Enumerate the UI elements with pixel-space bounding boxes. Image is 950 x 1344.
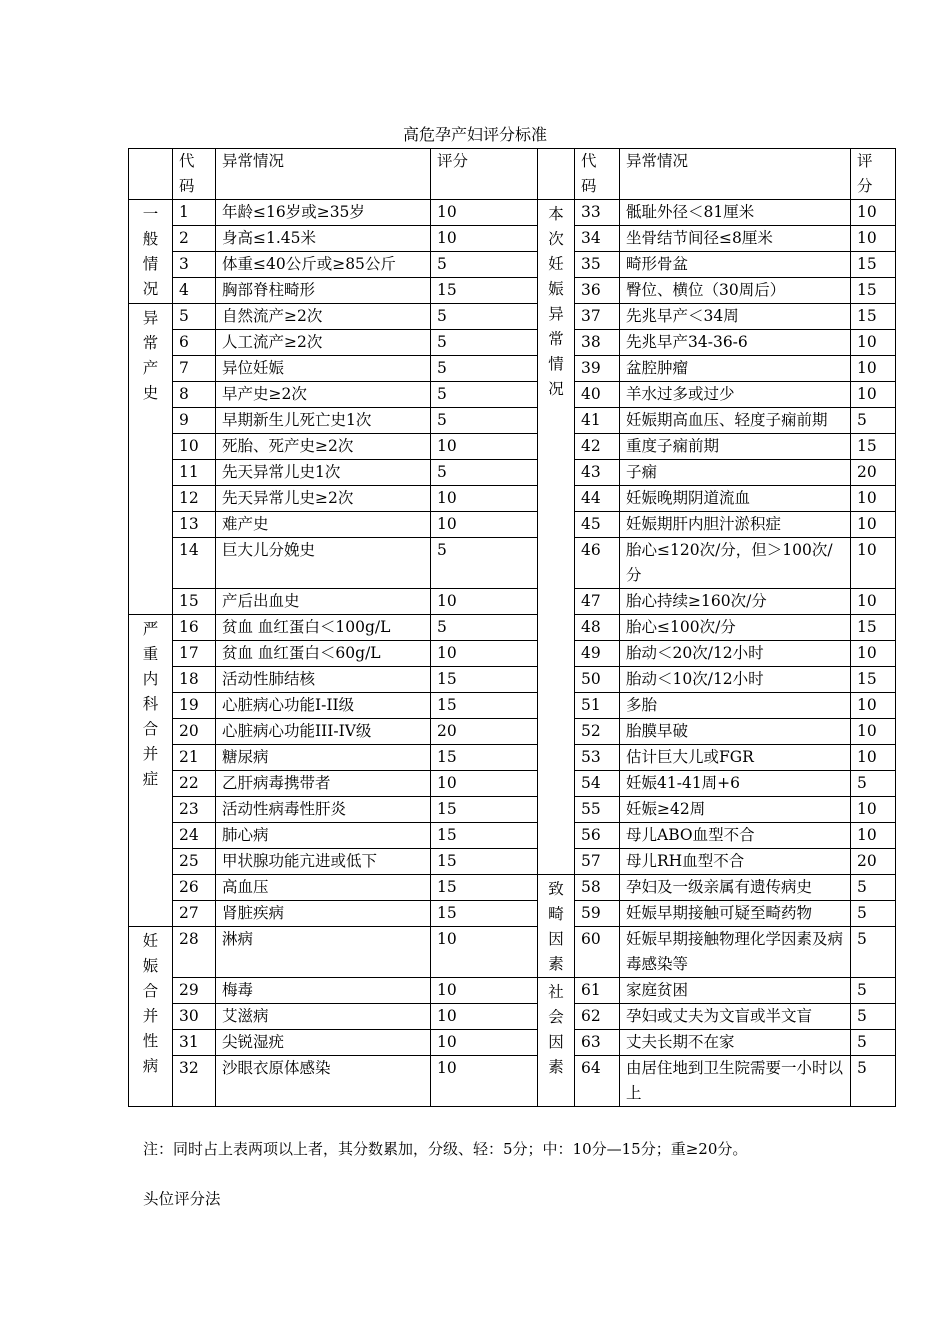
code-cell: 30 <box>173 1004 216 1030</box>
score-cell: 5 <box>851 771 896 797</box>
condition-cell: 妊娠期高血压、轻度子痫前期 <box>620 408 851 434</box>
code-cell: 24 <box>173 823 216 849</box>
code-cell: 57 <box>575 849 620 875</box>
code-cell: 45 <box>575 512 620 538</box>
category-cell <box>129 304 173 615</box>
score-cell: 5 <box>851 408 896 434</box>
table-row <box>129 875 896 901</box>
score-cell: 5 <box>431 304 538 330</box>
code-cell: 62 <box>575 1004 620 1030</box>
score-cell: 5 <box>851 901 896 927</box>
code-cell: 31 <box>173 1030 216 1056</box>
scoring-table <box>128 148 896 1107</box>
condition-cell: 先天异常儿史1次 <box>216 460 431 486</box>
code-cell: 49 <box>575 641 620 667</box>
condition-cell: 先兆早产34-36-6 <box>620 330 851 356</box>
category-label: 社会因素 <box>548 983 564 1076</box>
table-row <box>129 304 896 330</box>
condition-cell: 糖尿病 <box>216 745 431 771</box>
condition-cell: 坐骨结节间径≤8厘米 <box>620 226 851 252</box>
table-row <box>129 434 896 460</box>
table-row <box>129 278 896 304</box>
score-cell: 5 <box>431 382 538 408</box>
score-cell: 10 <box>851 641 896 667</box>
condition-cell: 重度子痫前期 <box>620 434 851 460</box>
code-cell: 14 <box>173 538 216 589</box>
score-cell: 10 <box>431 978 538 1004</box>
condition-cell: 胎心≤100次/分 <box>620 615 851 641</box>
score-cell: 15 <box>851 667 896 693</box>
header-code-right: 代码 <box>575 149 620 200</box>
score-cell: 10 <box>431 226 538 252</box>
condition-cell: 沙眼衣原体感染 <box>216 1056 431 1107</box>
condition-cell: 母儿RH血型不合 <box>620 849 851 875</box>
condition-cell: 乙肝病毒携带者 <box>216 771 431 797</box>
condition-cell: 胎心≤120次/分，但＞100次/分 <box>620 538 851 589</box>
table-row <box>129 797 896 823</box>
score-cell: 10 <box>431 1004 538 1030</box>
condition-cell: 肺心病 <box>216 823 431 849</box>
code-cell: 64 <box>575 1056 620 1107</box>
condition-cell: 子痫 <box>620 460 851 486</box>
table-row <box>129 615 896 641</box>
code-cell: 9 <box>173 408 216 434</box>
table-row <box>129 200 896 226</box>
score-cell: 15 <box>851 278 896 304</box>
condition-cell: 活动性病毒性肝炎 <box>216 797 431 823</box>
category-label: 异常产史 <box>142 309 159 402</box>
code-cell: 38 <box>575 330 620 356</box>
score-cell: 10 <box>851 797 896 823</box>
condition-cell: 死胎、死产史≥2次 <box>216 434 431 460</box>
condition-cell: 估计巨大儿或FGR <box>620 745 851 771</box>
condition-cell: 先兆早产＜34周 <box>620 304 851 330</box>
score-cell: 20 <box>851 460 896 486</box>
score-cell: 15 <box>431 693 538 719</box>
code-cell: 41 <box>575 408 620 434</box>
code-cell: 4 <box>173 278 216 304</box>
score-cell: 15 <box>431 667 538 693</box>
code-cell: 19 <box>173 693 216 719</box>
category-label: 本次妊娠异常情况 <box>548 205 564 398</box>
condition-cell: 孕妇及一级亲属有遗传病史 <box>620 875 851 901</box>
table-row <box>129 408 896 434</box>
score-cell: 10 <box>851 330 896 356</box>
condition-cell: 妊娠早期接触可疑至畸药物 <box>620 901 851 927</box>
score-cell: 10 <box>431 1056 538 1107</box>
code-cell: 43 <box>575 460 620 486</box>
score-cell: 15 <box>431 278 538 304</box>
code-cell: 27 <box>173 901 216 927</box>
score-cell: 10 <box>851 200 896 226</box>
table-row <box>129 486 896 512</box>
code-cell: 2 <box>173 226 216 252</box>
condition-cell: 异位妊娠 <box>216 356 431 382</box>
condition-cell: 妊娠晚期阴道流血 <box>620 486 851 512</box>
score-cell: 10 <box>851 745 896 771</box>
table-row <box>129 667 896 693</box>
category-label: 严重内科合并症 <box>142 620 159 788</box>
condition-cell: 艾滋病 <box>216 1004 431 1030</box>
score-cell: 10 <box>431 1030 538 1056</box>
code-cell: 59 <box>575 901 620 927</box>
code-cell: 42 <box>575 434 620 460</box>
condition-cell: 骶耻外径＜81厘米 <box>620 200 851 226</box>
score-cell: 10 <box>431 927 538 978</box>
table-row <box>129 460 896 486</box>
score-cell: 5 <box>431 408 538 434</box>
table-row <box>129 849 896 875</box>
condition-cell: 早产史≥2次 <box>216 382 431 408</box>
condition-cell: 心脏病心功能III-IV级 <box>216 719 431 745</box>
code-cell: 51 <box>575 693 620 719</box>
section-heading: 头位评分法 <box>143 1190 221 1208</box>
code-cell: 48 <box>575 615 620 641</box>
code-cell: 10 <box>173 434 216 460</box>
condition-cell: 体重≤40公斤或≥85公斤 <box>216 252 431 278</box>
score-cell: 5 <box>431 330 538 356</box>
code-cell: 17 <box>173 641 216 667</box>
table-row <box>129 226 896 252</box>
code-cell: 6 <box>173 330 216 356</box>
header-condition-left: 异常情况 <box>216 149 431 200</box>
condition-cell: 胎膜早破 <box>620 719 851 745</box>
code-cell: 61 <box>575 978 620 1004</box>
condition-cell: 贫血 血红蛋白＜60g/L <box>216 641 431 667</box>
condition-cell: 年龄≤16岁或≥35岁 <box>216 200 431 226</box>
table-row <box>129 1056 896 1107</box>
score-cell: 5 <box>851 1030 896 1056</box>
code-cell: 32 <box>173 1056 216 1107</box>
condition-cell: 妊娠41-41周+6 <box>620 771 851 797</box>
score-cell: 5 <box>431 252 538 278</box>
score-cell: 10 <box>851 589 896 615</box>
code-cell: 21 <box>173 745 216 771</box>
code-cell: 15 <box>173 589 216 615</box>
condition-cell: 多胎 <box>620 693 851 719</box>
code-cell: 25 <box>173 849 216 875</box>
condition-cell: 羊水过多或过少 <box>620 382 851 408</box>
condition-cell: 贫血 血红蛋白＜100g/L <box>216 615 431 641</box>
category-cell <box>538 200 575 875</box>
condition-cell: 母儿ABO血型不合 <box>620 823 851 849</box>
code-cell: 28 <box>173 927 216 978</box>
header-condition-right: 异常情况 <box>620 149 851 200</box>
code-cell: 33 <box>575 200 620 226</box>
table-row <box>129 901 896 927</box>
code-cell: 37 <box>575 304 620 330</box>
code-cell: 1 <box>173 200 216 226</box>
table-header-row <box>129 149 896 200</box>
table-row <box>129 356 896 382</box>
table-row <box>129 252 896 278</box>
code-cell: 23 <box>173 797 216 823</box>
condition-cell: 活动性肺结核 <box>216 667 431 693</box>
score-cell: 10 <box>851 823 896 849</box>
score-cell: 15 <box>431 849 538 875</box>
code-cell: 39 <box>575 356 620 382</box>
category-cell <box>538 875 575 978</box>
condition-cell: 心脏病心功能I-II级 <box>216 693 431 719</box>
score-cell: 5 <box>851 875 896 901</box>
condition-cell: 梅毒 <box>216 978 431 1004</box>
category-label: 一般情况 <box>142 205 159 298</box>
score-cell: 15 <box>431 823 538 849</box>
condition-cell: 产后出血史 <box>216 589 431 615</box>
category-label: 致畸因素 <box>548 880 564 973</box>
score-cell: 15 <box>851 252 896 278</box>
score-cell: 5 <box>431 356 538 382</box>
score-cell: 10 <box>431 434 538 460</box>
code-cell: 46 <box>575 538 620 589</box>
code-cell: 12 <box>173 486 216 512</box>
table-row <box>129 771 896 797</box>
condition-cell: 尖锐湿疣 <box>216 1030 431 1056</box>
code-cell: 53 <box>575 745 620 771</box>
category-cell <box>538 978 575 1107</box>
score-cell: 5 <box>851 1004 896 1030</box>
code-cell: 60 <box>575 927 620 978</box>
score-cell: 10 <box>851 512 896 538</box>
score-cell: 5 <box>851 927 896 978</box>
header-score-left: 评分 <box>431 149 538 200</box>
code-cell: 7 <box>173 356 216 382</box>
score-cell: 10 <box>431 641 538 667</box>
code-cell: 44 <box>575 486 620 512</box>
score-cell: 15 <box>851 434 896 460</box>
score-cell: 20 <box>431 719 538 745</box>
category-label: 妊娠合并性病 <box>142 932 159 1075</box>
score-cell: 5 <box>851 978 896 1004</box>
table-row <box>129 1030 896 1056</box>
code-cell: 18 <box>173 667 216 693</box>
condition-cell: 臀位、横位（30周后） <box>620 278 851 304</box>
code-cell: 34 <box>575 226 620 252</box>
condition-cell: 淋病 <box>216 927 431 978</box>
score-cell: 15 <box>431 745 538 771</box>
score-cell: 10 <box>431 589 538 615</box>
table-row <box>129 512 896 538</box>
condition-cell: 人工流产≥2次 <box>216 330 431 356</box>
code-cell: 22 <box>173 771 216 797</box>
score-cell: 5 <box>431 538 538 589</box>
code-cell: 11 <box>173 460 216 486</box>
code-cell: 29 <box>173 978 216 1004</box>
condition-cell: 胎动＜10次/12小时 <box>620 667 851 693</box>
score-cell: 10 <box>851 693 896 719</box>
table-row <box>129 745 896 771</box>
code-cell: 50 <box>575 667 620 693</box>
score-cell: 15 <box>431 901 538 927</box>
score-cell: 10 <box>431 200 538 226</box>
header-score-right: 评分 <box>851 149 896 200</box>
table-row <box>129 641 896 667</box>
condition-cell: 自然流产≥2次 <box>216 304 431 330</box>
code-cell: 52 <box>575 719 620 745</box>
category-cell <box>129 200 173 304</box>
score-cell: 5 <box>851 1056 896 1107</box>
header-code-left: 代码 <box>173 149 216 200</box>
table-row <box>129 978 896 1004</box>
condition-cell: 由居住地到卫生院需要一小时以上 <box>620 1056 851 1107</box>
condition-cell: 畸形骨盆 <box>620 252 851 278</box>
score-cell: 10 <box>851 538 896 589</box>
table-note: 注：同时占上表两项以上者，其分数累加，分级、轻：5分；中：10分—15分；重≥20分。 <box>143 1140 748 1158</box>
condition-cell: 妊娠≥42周 <box>620 797 851 823</box>
score-cell: 10 <box>851 486 896 512</box>
condition-cell: 胎动＜20次/12小时 <box>620 641 851 667</box>
table-row <box>129 382 896 408</box>
condition-cell: 巨大儿分娩史 <box>216 538 431 589</box>
header-category-right <box>538 149 575 200</box>
condition-cell: 妊娠早期接触物理化学因素及病毒感染等 <box>620 927 851 978</box>
code-cell: 55 <box>575 797 620 823</box>
code-cell: 8 <box>173 382 216 408</box>
score-cell: 10 <box>851 719 896 745</box>
table-row <box>129 693 896 719</box>
score-cell: 10 <box>851 226 896 252</box>
condition-cell: 高血压 <box>216 875 431 901</box>
condition-cell: 先天异常儿史≥2次 <box>216 486 431 512</box>
condition-cell: 妊娠期肝内胆汁淤积症 <box>620 512 851 538</box>
condition-cell: 盆腔肿瘤 <box>620 356 851 382</box>
score-cell: 5 <box>431 460 538 486</box>
condition-cell: 家庭贫困 <box>620 978 851 1004</box>
document-title: 高危孕产妇评分标准 <box>402 125 547 144</box>
score-cell: 10 <box>431 512 538 538</box>
score-cell: 10 <box>431 486 538 512</box>
condition-cell: 身高≤1.45米 <box>216 226 431 252</box>
table-row <box>129 1004 896 1030</box>
code-cell: 3 <box>173 252 216 278</box>
code-cell: 40 <box>575 382 620 408</box>
header-category-left <box>129 149 173 200</box>
score-cell: 10 <box>431 771 538 797</box>
score-cell: 10 <box>851 356 896 382</box>
score-cell: 20 <box>851 849 896 875</box>
code-cell: 56 <box>575 823 620 849</box>
condition-cell: 早期新生儿死亡史1次 <box>216 408 431 434</box>
table-row <box>129 330 896 356</box>
condition-cell: 胸部脊柱畸形 <box>216 278 431 304</box>
category-cell <box>129 927 173 1107</box>
score-cell: 15 <box>851 304 896 330</box>
table-row <box>129 823 896 849</box>
condition-cell: 丈夫长期不在家 <box>620 1030 851 1056</box>
score-cell: 10 <box>851 382 896 408</box>
condition-cell: 肾脏疾病 <box>216 901 431 927</box>
table-row <box>129 589 896 615</box>
code-cell: 5 <box>173 304 216 330</box>
code-cell: 16 <box>173 615 216 641</box>
code-cell: 58 <box>575 875 620 901</box>
condition-cell: 甲状腺功能亢进或低下 <box>216 849 431 875</box>
code-cell: 13 <box>173 512 216 538</box>
condition-cell: 孕妇或丈夫为文盲或半文盲 <box>620 1004 851 1030</box>
table-row <box>129 538 896 589</box>
category-cell <box>129 615 173 927</box>
condition-cell: 难产史 <box>216 512 431 538</box>
code-cell: 63 <box>575 1030 620 1056</box>
code-cell: 26 <box>173 875 216 901</box>
score-cell: 15 <box>431 875 538 901</box>
code-cell: 47 <box>575 589 620 615</box>
code-cell: 35 <box>575 252 620 278</box>
score-cell: 15 <box>851 615 896 641</box>
table-row <box>129 719 896 745</box>
code-cell: 36 <box>575 278 620 304</box>
code-cell: 54 <box>575 771 620 797</box>
score-cell: 15 <box>431 797 538 823</box>
score-cell: 5 <box>431 615 538 641</box>
condition-cell: 胎心持续≥160次/分 <box>620 589 851 615</box>
code-cell: 20 <box>173 719 216 745</box>
table-row <box>129 927 896 978</box>
